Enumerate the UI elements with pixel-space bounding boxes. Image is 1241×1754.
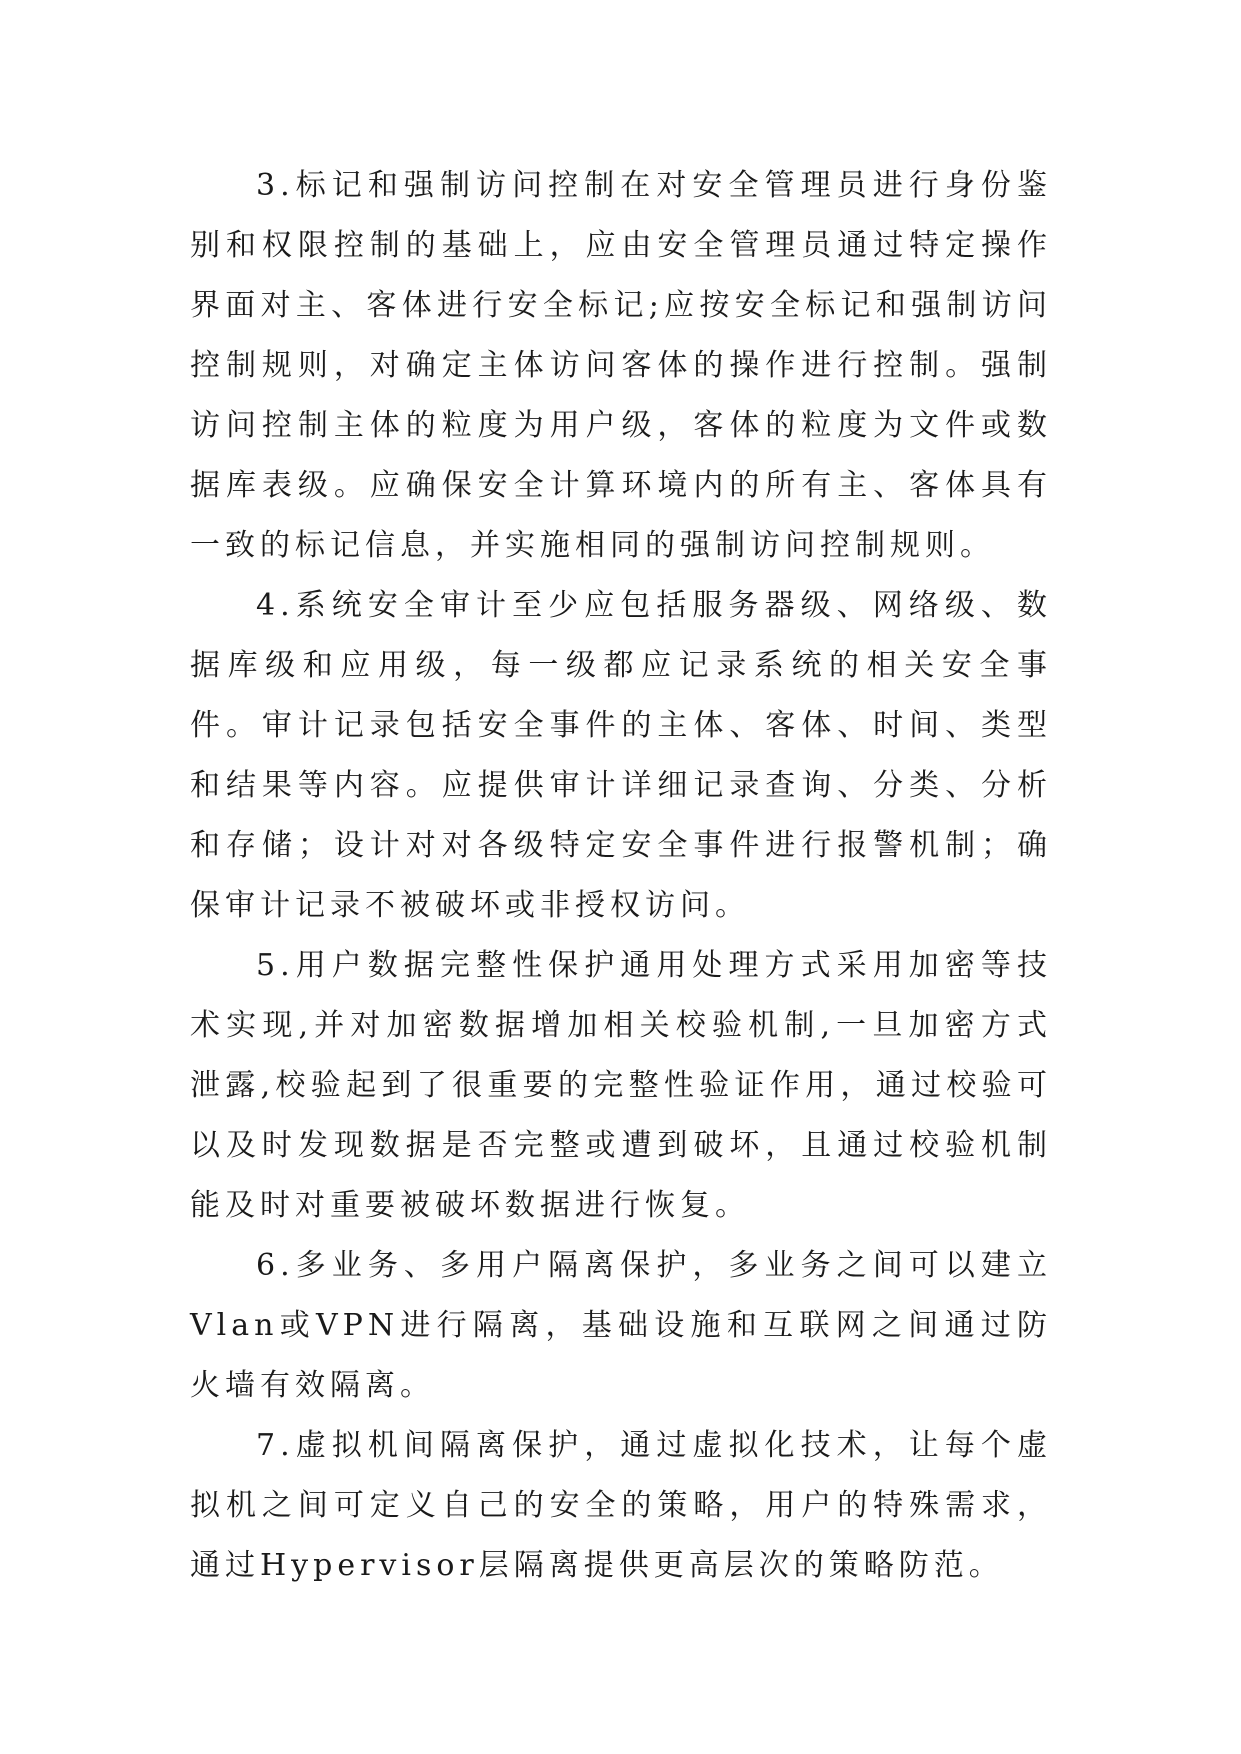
paragraph-4-security-audit: 4.系统安全审计至少应包括服务器级、网络级、数据库级和应用级，每一级都应记录系统的相关安全事件。审计记录包括安全事件的主体、客体、时间、类型和结果等内容。应提供审计详细记录查询、分类、分析和存储；设计对对各级特定安全事件进行报警机制；确保审计记录不被破坏或非授权访问。 [190,588,1052,923]
paragraph-6-multi-tenant-isolation: 6.多业务、多用户隔离保护，多业务之间可以建立Vlan或VPN进行隔离，基础设施和互联网之间通过防火墙有效隔离。 [190,1248,1052,1403]
paragraph-3-mandatory-access-control: 3.标记和强制访问控制在对安全管理员进行身份鉴别和权限控制的基础上，应由安全管理员通过特定操作界面对主、客体进行安全标记;应按安全标记和强制访问控制规则，对确定主体访问客体的操作进行控制。强制访问控制主体的粒度为用户级，客体的粒度为文件或数据库表级。应确保安全计算环境内的所有主、客体具有一致的标记信息，并实施相同的强制访问控制规则。 [190,168,1052,563]
document-body [190,156,1052,1596]
paragraph-7-vm-isolation: 7.虚拟机间隔离保护，通过虚拟化技术，让每个虚拟机之间可定义自己的安全的策略，用户的特殊需求，通过Hypervisor层隔离提供更高层次的策略防范。 [190,1428,1052,1583]
paragraph-5-data-integrity: 5.用户数据完整性保护通用处理方式采用加密等技术实现,并对加密数据增加相关校验机制,一旦加密方式泄露,校验起到了很重要的完整性验证作用，通过校验可以及时发现数据是否完整或遭到破坏，且通过校验机制能及时对重要被破坏数据进行恢复。 [190,948,1052,1223]
